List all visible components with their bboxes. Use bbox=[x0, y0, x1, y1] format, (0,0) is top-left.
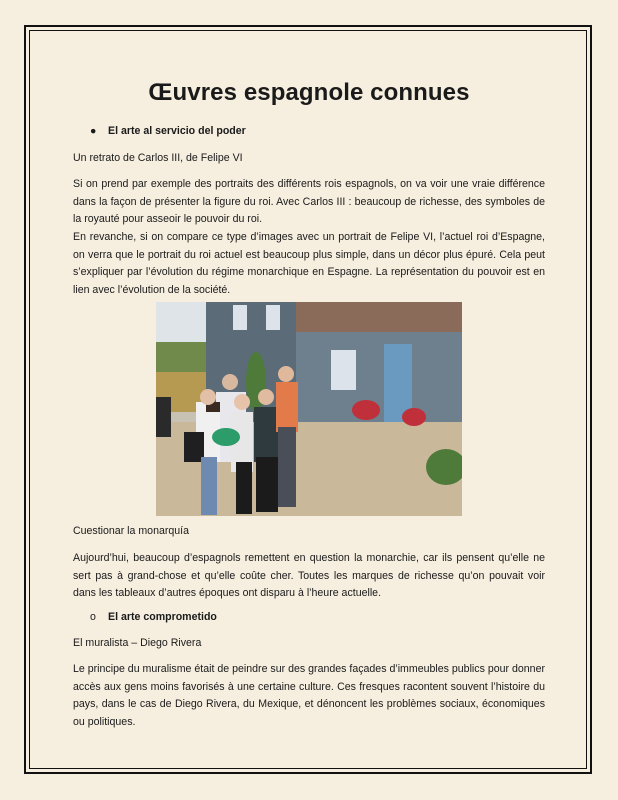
photo-illustration bbox=[156, 302, 462, 516]
paragraph-1: Si on prend par exemple des portraits des différents rois espagnols, on va voir une vraie différence dans la façon de présenter la figure du roi. Avec Carlos III : beaucoup de richesse, des symboles de la royauté pour asseoir le pouvoir du roi. bbox=[73, 178, 545, 225]
document-page bbox=[24, 25, 592, 774]
bullet-label: El arte comprometido bbox=[108, 611, 217, 623]
hollow-circle-bullet-icon: o bbox=[90, 611, 96, 623]
bullet-label: El arte al servicio del poder bbox=[108, 125, 246, 137]
filled-circle-bullet-icon: ● bbox=[90, 125, 97, 137]
page-title: Œuvres espagnole connues bbox=[148, 79, 470, 106]
bullet-item-power bbox=[90, 125, 246, 137]
subtitle-cuestionar: Cuestionar la monarquía bbox=[73, 525, 190, 537]
bullet-item-engaged bbox=[90, 611, 217, 623]
paragraph-3: Aujourd’hui, beaucoup d’espagnols remettent en question la monarchie, car ils pensent qu’elle ne sert pas à grand-chose et qu’elle coûte cher. Toutes les marques de richesse qu’on pouvait voir dans les tableaux d’autres époques ont disparu à l’heure actuelle. bbox=[73, 552, 545, 599]
paragraph-2: En revanche, si on compare ce type d’images avec un portrait de Felipe VI, l’actuel roi d’Espagne, on verra que le portrait du roi actuel est beaucoup plus simple, dans un décor plus épuré. Cela peut s’expliquer par l’évolution du régime monarchique en Espagne. La représentation du pouvoir est en lien avec l’évolution de la société. bbox=[73, 231, 545, 296]
group-photo bbox=[156, 302, 462, 516]
subtitle-muralista: El muralista – Diego Rivera bbox=[73, 637, 202, 649]
paragraph-4: Le principe du muralisme était de peindre sur des grandes façades d’immeubles publics pour donner accès aux gens moins favorisés à une certaine culture. Ces fresques racontent souvent l’histoire du pays, dans le cas de Diego Rivera, du Mexique, et dénoncent les problèmes sociaux, économiques ou politiques. bbox=[73, 663, 545, 728]
subtitle-retrato: Un retrato de Carlos III, de Felipe VI bbox=[73, 152, 243, 164]
